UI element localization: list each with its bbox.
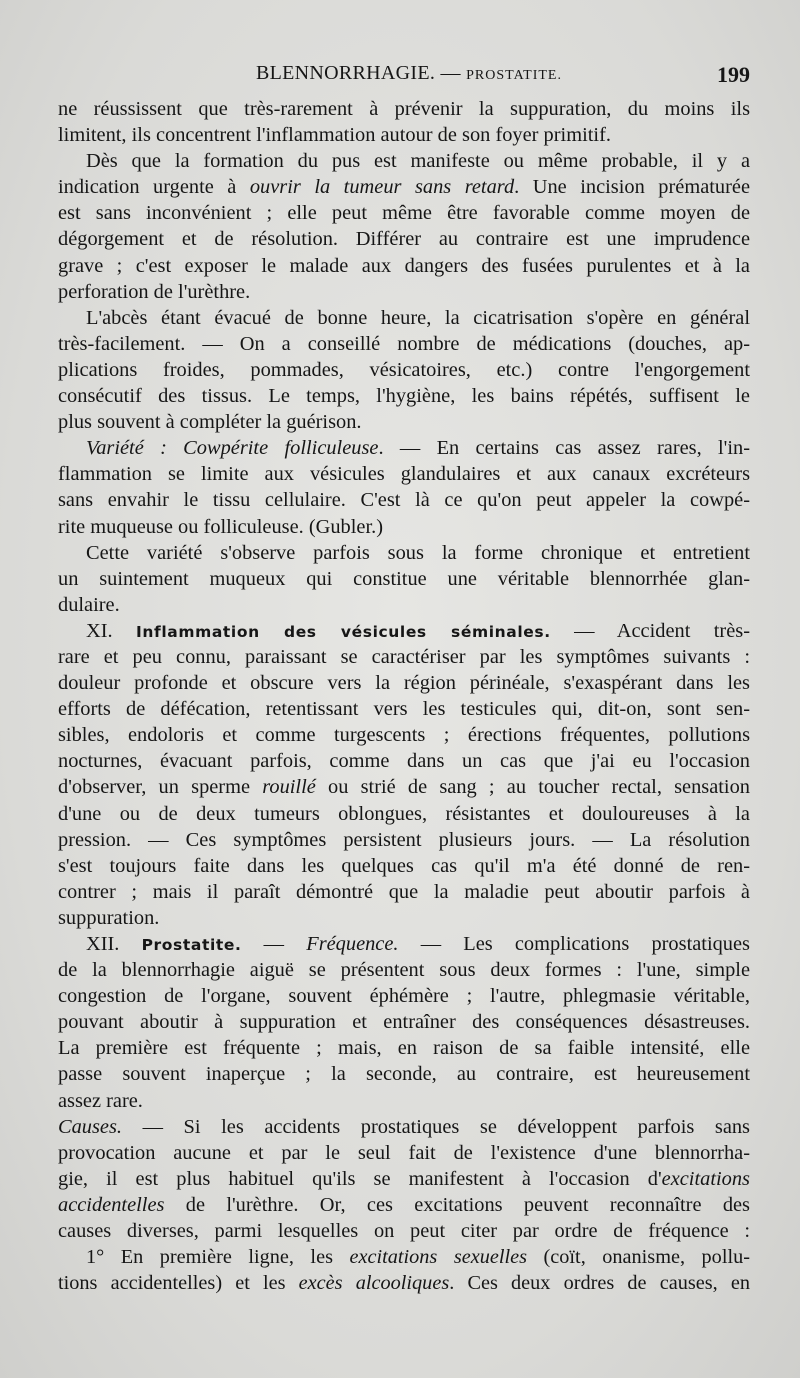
text-run: Cette variété s'observe parfois sous la forme chronique et entretient — [86, 541, 750, 564]
running-title-main: BLENNORRHAGIE. — [256, 62, 436, 84]
text-run: Causes. — [58, 1115, 123, 1138]
text-body — [58, 96, 750, 1296]
text-line — [58, 122, 750, 148]
text-run: s'est toujours faite dans les quelques cas qu'il m'a été donné de ren- — [58, 854, 750, 877]
text-line — [58, 383, 750, 409]
text-run: Fréquence. — [306, 933, 399, 955]
text-line — [58, 1140, 750, 1166]
text-line — [58, 957, 750, 983]
text-run: plications froides, pommades, vésicatoires, etc.) contre l'engorgement — [58, 358, 750, 381]
page-number: 199 — [717, 62, 750, 87]
text-run: . Une incision prématurée — [514, 176, 750, 199]
text-line — [58, 670, 750, 696]
text-run: L'abcès étant évacué de bonne heure, la cicatrisation s'opère en général — [86, 306, 750, 329]
text-line — [58, 305, 750, 331]
text-line — [58, 566, 750, 592]
text-run: pouvant aboutir à suppuration et entraîner des conséquences désastreuses. — [58, 1011, 750, 1034]
text-line — [58, 1035, 750, 1061]
text-run: 1° En première ligne, les — [86, 1246, 350, 1269]
text-run: de l'urèthre. Or, ces excitations peuvent reconnaître des — [164, 1193, 750, 1216]
running-title — [256, 62, 562, 85]
text-line — [58, 748, 750, 774]
text-run: excitations sexuelles — [349, 1246, 528, 1269]
text-line — [58, 1270, 750, 1296]
text-run: flammation se limite aux vésicules glandulaires et aux canaux excréteurs — [58, 463, 750, 486]
text-line — [58, 461, 750, 487]
text-run: efforts de défécation, retentissant vers les testicules qui, dit-on, sont sen- — [58, 698, 750, 721]
text-run: accidentelles — [58, 1193, 165, 1216]
text-run: XII. — [86, 933, 142, 955]
text-run: de la blennorrhagie aiguë se présentent sous deux formes : l'une, simple — [58, 959, 750, 982]
text-line — [58, 331, 750, 357]
text-line — [58, 253, 750, 279]
text-run: — Si les accidents prostatiques se développent parfois sans — [122, 1115, 750, 1138]
text-run: dulaire. — [58, 593, 120, 616]
text-line — [58, 592, 750, 618]
text-run: ne réussissent que très-rarement à prévenir la suppuration, du moins ils — [58, 98, 750, 120]
text-run: Dès que la formation du pus est manifeste ou même probable, il y a — [86, 150, 750, 173]
text-run: (coït, onanisme, pollu- — [527, 1246, 750, 1269]
text-run: — Les complications prostatiques — [398, 933, 750, 955]
text-run: Prostatite. — [141, 936, 242, 954]
text-line — [58, 1088, 750, 1114]
text-line — [58, 148, 750, 174]
text-line — [58, 435, 750, 461]
text-run: consécutif des tissus. Le temps, l'hygiène, les bains répétés, suffisent le — [58, 385, 750, 408]
text-run: — Accident très- — [550, 619, 750, 642]
text-line — [58, 514, 750, 540]
text-line — [58, 226, 750, 252]
text-line — [58, 722, 750, 748]
text-run: excès alcooliques — [298, 1272, 450, 1295]
text-run: provocation aucune et par le seul fait de l'existence d'une blennorrha- — [58, 1141, 750, 1164]
text-line — [58, 1218, 750, 1244]
text-run: très-facilement. — On a conseillé nombre de médications (douches, ap- — [58, 332, 750, 355]
text-line — [58, 1244, 750, 1270]
text-run: sans envahir le tissu cellulaire. C'est là ce qu'on peut appeler la cowpé- — [58, 489, 750, 512]
text-line — [58, 696, 750, 722]
text-run: d'observer, un sperme — [58, 776, 263, 799]
text-line — [58, 801, 750, 827]
text-run: assez rare. — [58, 1089, 143, 1112]
text-line — [58, 1192, 750, 1218]
text-run: passe souvent inaperçue ; la seconde, au contraire, est heureusement — [58, 1063, 750, 1086]
text-line — [58, 174, 750, 200]
text-line — [58, 96, 750, 122]
text-line — [58, 1166, 750, 1192]
text-line — [58, 774, 750, 800]
text-run: excitations — [661, 1167, 750, 1190]
text-run: rouillé — [262, 776, 316, 799]
text-run: dégorgement et de résolution. Différer au contraire est une imprudence — [58, 228, 750, 251]
text-run: . Ces deux ordres de causes, en — [449, 1272, 750, 1295]
text-run: suppuration. — [58, 906, 160, 929]
text-run: pression. — Ces symptômes persistent plusieurs jours. — La résolution — [58, 828, 750, 851]
text-line — [58, 827, 750, 853]
text-line — [58, 357, 750, 383]
text-run: causes diverses, parmi lesquelles on peut citer par ordre de fréquence : — [58, 1220, 750, 1243]
text-line — [58, 279, 750, 305]
text-run: rite muqueuse ou folliculeuse. (Gubler.) — [58, 515, 384, 538]
text-run: nocturnes, évacuant parfois, comme dans un cas que j'ai eu l'occasion — [58, 750, 750, 773]
text-run: . — En certains cas assez rares, l'in- — [378, 437, 750, 460]
text-run: — — [241, 933, 307, 955]
text-line — [58, 879, 750, 905]
text-run: sibles, endoloris et comme turgescents ; érections fréquentes, pollutions — [58, 724, 750, 747]
text-run: Variété : Cowpérite folliculeuse — [86, 437, 379, 460]
text-line — [58, 1009, 750, 1035]
text-run: contrer ; mais il paraît démontré que la maladie peut aboutir parfois à — [58, 880, 750, 903]
text-line — [58, 853, 750, 879]
running-header — [58, 62, 750, 92]
section-heading-xii — [58, 931, 750, 957]
running-title-sub: PROSTATITE. — [466, 68, 562, 83]
text-line — [58, 487, 750, 513]
text-run: indication urgente à — [58, 176, 250, 199]
text-run: congestion de l'organe, souvent éphémère ; l'autre, phlegmasie véritable, — [58, 985, 750, 1008]
text-run: perforation de l'urèthre. — [58, 280, 251, 303]
text-line — [58, 200, 750, 226]
text-run: limitent, ils concentrent l'inflammation autour de son foyer primitif. — [58, 124, 611, 147]
text-line — [58, 1061, 750, 1087]
text-run: La première est fréquente ; mais, en raison de sa faible intensité, elle — [58, 1037, 750, 1060]
text-run: ouvrir la tumeur sans retard — [249, 176, 515, 199]
running-title-dash: — — [440, 62, 461, 84]
text-line — [58, 540, 750, 566]
text-line — [58, 644, 750, 670]
text-line — [58, 983, 750, 1009]
text-run: d'une ou de deux tumeurs oblongues, résistantes et douloureuses à la — [58, 802, 750, 825]
text-line — [58, 1114, 750, 1140]
text-run: est sans inconvénient ; elle peut même être favorable comme moyen de — [58, 202, 750, 225]
text-run: grave ; c'est exposer le malade aux dangers des fusées purulentes et à la — [58, 254, 750, 277]
text-run: rare et peu connu, paraissant se caractériser par les symptômes suivants : — [58, 645, 750, 668]
text-run: un suintement muqueux qui constitue une véritable blennorrhée glan- — [58, 567, 750, 590]
text-run: gie, il est plus habituel qu'ils se manifestent à l'occasion d' — [58, 1167, 662, 1190]
text-run: XI. — [86, 619, 137, 642]
text-line — [58, 905, 750, 931]
text-run: plus souvent à compléter la guérison. — [58, 411, 362, 434]
text-line — [58, 409, 750, 435]
text-run: Inflammation des vésicules séminales. — [136, 622, 551, 641]
section-heading-xi — [58, 618, 750, 644]
text-run: douleur profonde et obscure vers la région périnéale, s'exaspérant dans les — [58, 672, 750, 695]
text-run: ou strié de sang ; au toucher rectal, sensation — [315, 776, 750, 799]
text-run: tions accidentelles) et les — [58, 1272, 299, 1295]
